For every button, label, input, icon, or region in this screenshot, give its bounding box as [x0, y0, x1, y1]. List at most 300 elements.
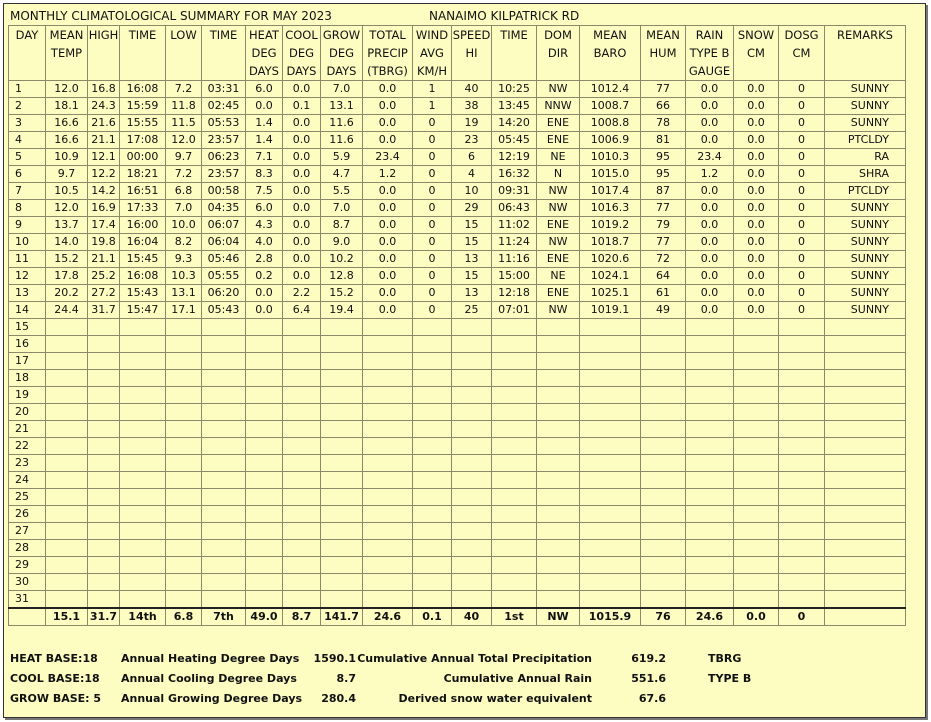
table-cell — [641, 421, 686, 438]
table-cell — [363, 557, 413, 574]
table-cell — [492, 438, 537, 455]
table-cell — [825, 404, 906, 421]
annual-cooling-label: Annual Cooling Degree Days — [121, 672, 297, 685]
table-cell — [88, 387, 120, 404]
table-cell — [321, 574, 363, 591]
column-header — [492, 26, 537, 81]
table-cell: 0.0 — [734, 98, 779, 115]
table-cell — [734, 557, 779, 574]
table-cell — [825, 353, 906, 370]
table-cell: 1019.2 — [580, 217, 641, 234]
table-cell — [641, 540, 686, 557]
table-cell — [321, 336, 363, 353]
table-cell — [452, 489, 492, 506]
table-cell — [202, 370, 246, 387]
table-cell: 12.0 — [46, 200, 88, 217]
table-cell: 9.7 — [46, 166, 88, 183]
table-cell — [46, 523, 88, 540]
table-cell: 0 — [413, 302, 452, 319]
table-cell: 95 — [641, 149, 686, 166]
table-cell — [686, 319, 734, 336]
table-cell — [779, 557, 825, 574]
table-cell — [321, 489, 363, 506]
table-cell — [686, 591, 734, 609]
table-cell: 10.5 — [46, 183, 88, 200]
table-cell — [283, 506, 321, 523]
table-cell — [580, 421, 641, 438]
totals-cell — [9, 608, 46, 626]
column-header-line: BARO — [593, 46, 627, 60]
table-row — [9, 81, 906, 98]
table-cell — [363, 421, 413, 438]
table-cell: 02:45 — [202, 98, 246, 115]
table-cell: SUNNY — [825, 98, 906, 115]
table-cell — [120, 472, 166, 489]
table-cell: 11.6 — [321, 115, 363, 132]
table-row — [9, 336, 906, 353]
table-cell: SUNNY — [825, 268, 906, 285]
table-cell — [734, 540, 779, 557]
table-cell — [734, 489, 779, 506]
table-cell: 03:31 — [202, 81, 246, 98]
table-cell: 12.0 — [46, 81, 88, 98]
table-cell: 14 — [9, 302, 46, 319]
table-cell — [580, 370, 641, 387]
table-cell: 24.3 — [88, 98, 120, 115]
table-cell: 16.6 — [46, 115, 88, 132]
table-cell: 0.0 — [734, 200, 779, 217]
table-cell — [641, 506, 686, 523]
table-cell — [734, 506, 779, 523]
table-cell: 1010.3 — [580, 149, 641, 166]
table-cell: 4.3 — [246, 217, 283, 234]
table-cell: 22 — [9, 438, 46, 455]
table-cell — [779, 489, 825, 506]
table-cell: 7 — [9, 183, 46, 200]
table-row — [9, 115, 906, 132]
table-cell: 0.0 — [363, 268, 413, 285]
table-cell — [779, 319, 825, 336]
table-cell — [363, 387, 413, 404]
table-cell — [452, 404, 492, 421]
table-cell — [88, 506, 120, 523]
table-cell: SUNNY — [825, 81, 906, 98]
table-cell — [283, 404, 321, 421]
table-cell — [686, 438, 734, 455]
column-header — [363, 26, 413, 81]
table-row — [9, 438, 906, 455]
table-row — [9, 387, 906, 404]
climate-table — [8, 25, 906, 626]
table-cell — [166, 506, 202, 523]
table-cell: 1.4 — [246, 132, 283, 149]
table-cell: 11:16 — [492, 251, 537, 268]
table-cell: 10 — [452, 183, 492, 200]
table-cell — [641, 319, 686, 336]
table-cell — [686, 421, 734, 438]
table-cell: 7.1 — [246, 149, 283, 166]
table-cell — [413, 421, 452, 438]
table-cell: 1008.8 — [580, 115, 641, 132]
column-header-line: DOSG — [784, 28, 819, 42]
table-cell: 0 — [779, 81, 825, 98]
climate-summary-panel — [3, 3, 926, 718]
table-cell — [46, 574, 88, 591]
table-cell — [166, 336, 202, 353]
table-cell — [88, 353, 120, 370]
table-cell — [734, 523, 779, 540]
table-cell — [120, 387, 166, 404]
table-cell — [88, 472, 120, 489]
totals-cell: NW — [537, 608, 580, 626]
table-cell — [202, 523, 246, 540]
column-header — [88, 26, 120, 81]
table-cell — [321, 353, 363, 370]
table-cell — [686, 472, 734, 489]
table-cell — [283, 540, 321, 557]
table-row — [9, 183, 906, 200]
column-header — [120, 26, 166, 81]
table-cell: 1.4 — [246, 115, 283, 132]
table-cell: 0.0 — [686, 81, 734, 98]
table-cell — [283, 387, 321, 404]
cool-base: COOL BASE:18 — [10, 672, 100, 685]
table-row — [9, 421, 906, 438]
table-cell — [246, 574, 283, 591]
column-header-line: DAYS — [286, 64, 317, 78]
table-cell: 05:46 — [202, 251, 246, 268]
report-title: MONTHLY CLIMATOLOGICAL SUMMARY FOR MAY 2023 — [10, 9, 332, 23]
table-cell — [779, 472, 825, 489]
table-cell — [120, 319, 166, 336]
table-cell — [321, 591, 363, 609]
table-cell: 8.3 — [246, 166, 283, 183]
table-cell: RA — [825, 149, 906, 166]
table-cell — [166, 353, 202, 370]
table-cell: 0.0 — [686, 285, 734, 302]
table-cell: 3 — [9, 115, 46, 132]
table-cell — [120, 404, 166, 421]
table-cell — [283, 421, 321, 438]
annual-growing-value: 280.4 — [321, 692, 356, 705]
table-cell — [825, 506, 906, 523]
table-cell — [492, 574, 537, 591]
table-cell — [166, 438, 202, 455]
table-cell — [686, 336, 734, 353]
table-cell: 0.0 — [734, 268, 779, 285]
table-cell: 4.0 — [246, 234, 283, 251]
table-cell: 0.0 — [686, 183, 734, 200]
table-cell — [537, 353, 580, 370]
table-cell: 06:23 — [202, 149, 246, 166]
table-cell: 0.0 — [283, 132, 321, 149]
table-cell: 0.0 — [686, 98, 734, 115]
table-cell — [120, 557, 166, 574]
table-cell: 15:45 — [120, 251, 166, 268]
table-cell: 06:43 — [492, 200, 537, 217]
table-cell — [537, 574, 580, 591]
table-cell — [452, 353, 492, 370]
table-cell: 1.2 — [686, 166, 734, 183]
table-cell — [246, 404, 283, 421]
table-cell: 40 — [452, 81, 492, 98]
table-cell — [321, 523, 363, 540]
column-header — [641, 26, 686, 81]
table-cell — [413, 387, 452, 404]
table-cell — [166, 455, 202, 472]
table-cell: 6.4 — [283, 302, 321, 319]
table-cell: 31.7 — [88, 302, 120, 319]
table-cell: 26 — [9, 506, 46, 523]
table-cell — [246, 557, 283, 574]
table-cell: 0.0 — [363, 217, 413, 234]
table-cell — [580, 540, 641, 557]
table-cell: 18.1 — [46, 98, 88, 115]
table-cell — [88, 404, 120, 421]
table-cell: 0 — [779, 183, 825, 200]
table-cell: 13.1 — [166, 285, 202, 302]
table-cell — [580, 506, 641, 523]
table-cell — [46, 540, 88, 557]
column-header-line: TYPE B — [689, 46, 730, 60]
table-cell — [246, 489, 283, 506]
table-cell — [580, 387, 641, 404]
table-cell: 10.0 — [166, 217, 202, 234]
table-cell: 77 — [641, 200, 686, 217]
table-cell: 72 — [641, 251, 686, 268]
table-cell: 20.2 — [46, 285, 88, 302]
table-cell: 0.0 — [363, 302, 413, 319]
table-row — [9, 506, 906, 523]
totals-cell: 49.0 — [246, 608, 283, 626]
table-cell: 7.0 — [321, 81, 363, 98]
table-cell: 0.0 — [686, 251, 734, 268]
table-cell — [120, 506, 166, 523]
table-cell — [283, 557, 321, 574]
table-cell: 2.2 — [283, 285, 321, 302]
table-cell: N — [537, 166, 580, 183]
table-cell: SHRA — [825, 166, 906, 183]
table-cell — [580, 404, 641, 421]
table-cell — [686, 506, 734, 523]
totals-cell: 40 — [452, 608, 492, 626]
table-cell — [734, 455, 779, 472]
table-cell — [686, 353, 734, 370]
table-cell: 0 — [413, 132, 452, 149]
table-cell — [413, 455, 452, 472]
table-cell: 0.0 — [246, 98, 283, 115]
table-cell: ENE — [537, 251, 580, 268]
table-cell — [363, 506, 413, 523]
column-header-line: LOW — [170, 28, 197, 42]
table-cell: 0.0 — [363, 115, 413, 132]
table-cell: SUNNY — [825, 234, 906, 251]
table-cell: 05:53 — [202, 115, 246, 132]
column-header — [202, 26, 246, 81]
table-cell: 12.1 — [88, 149, 120, 166]
table-cell: 23 — [452, 132, 492, 149]
table-cell: 09:31 — [492, 183, 537, 200]
table-cell: 0 — [413, 217, 452, 234]
table-cell — [283, 472, 321, 489]
annual-heating-label: Annual Heating Degree Days — [121, 652, 300, 665]
table-cell — [537, 421, 580, 438]
table-cell — [283, 336, 321, 353]
table-cell: 0 — [779, 285, 825, 302]
table-cell — [825, 336, 906, 353]
table-cell: 5.5 — [321, 183, 363, 200]
table-cell: 10.9 — [46, 149, 88, 166]
table-cell: 21.6 — [88, 115, 120, 132]
table-cell — [88, 319, 120, 336]
table-cell: 31 — [9, 591, 46, 609]
table-cell — [825, 489, 906, 506]
table-cell: 14.0 — [46, 234, 88, 251]
table-cell: 19.4 — [321, 302, 363, 319]
table-cell — [283, 455, 321, 472]
table-cell: 0.0 — [686, 217, 734, 234]
table-cell — [537, 336, 580, 353]
table-cell — [246, 472, 283, 489]
totals-cell: 0.1 — [413, 608, 452, 626]
table-cell — [492, 370, 537, 387]
table-cell — [202, 387, 246, 404]
table-cell: SUNNY — [825, 251, 906, 268]
cum-rain-value: 551.6 — [631, 672, 666, 685]
table-cell — [363, 404, 413, 421]
table-row — [9, 523, 906, 540]
table-cell — [580, 455, 641, 472]
snow-water-label: Derived snow water equivalent — [398, 692, 592, 705]
table-cell — [825, 557, 906, 574]
table-cell: 0 — [413, 268, 452, 285]
table-cell — [321, 387, 363, 404]
annual-cooling-value: 8.7 — [336, 672, 356, 685]
table-cell: 0.0 — [283, 183, 321, 200]
totals-cell: 24.6 — [363, 608, 413, 626]
table-cell — [734, 319, 779, 336]
table-cell — [363, 438, 413, 455]
table-cell: 7.5 — [246, 183, 283, 200]
table-cell: 00:58 — [202, 183, 246, 200]
table-cell: 0.0 — [686, 200, 734, 217]
totals-cell: 76 — [641, 608, 686, 626]
table-cell: 77 — [641, 234, 686, 251]
table-cell: 14:20 — [492, 115, 537, 132]
table-cell — [825, 387, 906, 404]
table-cell: 18 — [9, 370, 46, 387]
table-cell — [779, 574, 825, 591]
table-cell: 66 — [641, 98, 686, 115]
table-row — [9, 217, 906, 234]
table-cell — [686, 370, 734, 387]
column-header — [779, 26, 825, 81]
table-cell — [46, 438, 88, 455]
table-cell: 0.0 — [283, 200, 321, 217]
table-cell — [537, 370, 580, 387]
table-cell — [120, 438, 166, 455]
table-cell: 27.2 — [88, 285, 120, 302]
table-cell: 05:55 — [202, 268, 246, 285]
column-header-line: TIME — [500, 28, 528, 42]
table-cell: 0.0 — [363, 285, 413, 302]
table-cell: 18:21 — [120, 166, 166, 183]
table-cell — [537, 387, 580, 404]
table-cell: 23:57 — [202, 132, 246, 149]
table-cell: NE — [537, 268, 580, 285]
table-cell: 7.2 — [166, 166, 202, 183]
table-cell: 0.0 — [734, 132, 779, 149]
table-cell: 12.2 — [88, 166, 120, 183]
table-cell: 6 — [452, 149, 492, 166]
table-body — [9, 81, 906, 609]
column-header-line: DAY — [15, 28, 39, 42]
table-row — [9, 98, 906, 115]
column-header-line: MEAN — [49, 28, 84, 42]
table-cell: 12.0 — [166, 132, 202, 149]
table-cell — [537, 455, 580, 472]
table-cell — [46, 353, 88, 370]
table-cell: NW — [537, 200, 580, 217]
column-header-line: HIGH — [88, 28, 119, 42]
table-cell — [452, 557, 492, 574]
column-header-line: WIND — [415, 28, 449, 42]
table-cell: 21.1 — [88, 251, 120, 268]
table-cell: 16.9 — [88, 200, 120, 217]
table-cell: 1017.4 — [580, 183, 641, 200]
table-cell: 23.4 — [363, 149, 413, 166]
table-cell — [283, 319, 321, 336]
table-row — [9, 489, 906, 506]
table-cell — [166, 557, 202, 574]
table-cell — [321, 438, 363, 455]
column-header-line: MEAN — [593, 28, 627, 42]
table-cell — [779, 506, 825, 523]
table-cell — [321, 506, 363, 523]
table-row — [9, 149, 906, 166]
table-cell: 7.0 — [321, 200, 363, 217]
table-cell: 0 — [413, 115, 452, 132]
table-cell — [452, 370, 492, 387]
table-cell — [686, 455, 734, 472]
table-cell — [283, 523, 321, 540]
table-cell: 0.0 — [686, 115, 734, 132]
table-cell: 17.1 — [166, 302, 202, 319]
table-cell: NW — [537, 302, 580, 319]
table-cell — [202, 336, 246, 353]
totals-cell: 24.6 — [686, 608, 734, 626]
table-row — [9, 455, 906, 472]
table-cell: 1015.0 — [580, 166, 641, 183]
table-cell — [580, 353, 641, 370]
table-cell: 17:08 — [120, 132, 166, 149]
table-cell: 13:45 — [492, 98, 537, 115]
table-cell — [166, 370, 202, 387]
table-cell — [452, 319, 492, 336]
table-cell: 1024.1 — [580, 268, 641, 285]
table-cell — [166, 319, 202, 336]
table-cell — [88, 489, 120, 506]
table-cell: 12:18 — [492, 285, 537, 302]
table-cell — [120, 591, 166, 609]
table-cell — [202, 455, 246, 472]
table-cell: 0 — [779, 302, 825, 319]
column-header — [321, 26, 363, 81]
table-cell — [46, 404, 88, 421]
table-cell — [580, 591, 641, 609]
table-cell: NW — [537, 183, 580, 200]
table-cell: 9 — [9, 217, 46, 234]
